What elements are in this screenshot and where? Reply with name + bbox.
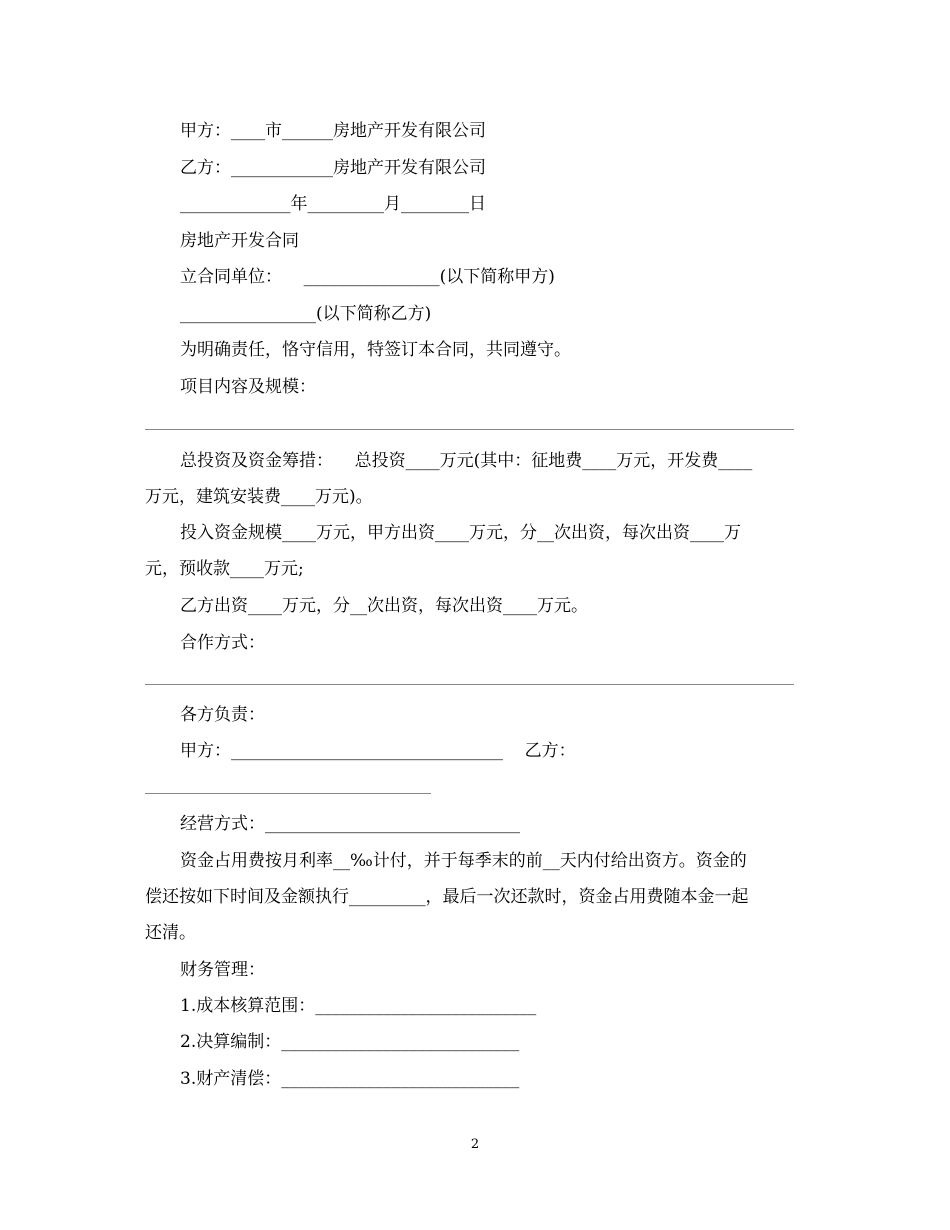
- project-heading: 项目内容及规模：: [180, 377, 316, 397]
- finance-item-3: 3.财产清偿：____________________________: [180, 1069, 520, 1089]
- fee-line-1: 资金占用费按月利率__‰计付，并于每季末的前__天内付给出资方。资金的: [180, 851, 747, 871]
- cooperation-blank-line: [145, 684, 794, 685]
- date-line: _____________年_________月________日: [180, 194, 486, 214]
- scale-line-2: 元，预收款____万元;: [145, 559, 304, 579]
- investment-line-2: 万元，建筑安装费____万元)。: [145, 487, 373, 507]
- fee-line-2: 偿还按如下时间及金额执行_________，最后一次还款时，资金占用费随本金一起: [145, 887, 749, 907]
- party-b-invest-line: 乙方出资____万元，分__次出资，每次出资____万元。: [180, 596, 588, 616]
- party-b-blank-line: [145, 793, 431, 794]
- page-number: 2: [470, 1137, 480, 1152]
- finance-heading: 财务管理：: [180, 960, 265, 980]
- scale-line-1: 投入资金规模____万元，甲方出资____万元，分__次出资，每次出资____万: [180, 523, 741, 543]
- party-b-abbr-line: ________________(以下简称乙方): [180, 304, 432, 324]
- finance-item-2: 2.决算编制：____________________________: [180, 1032, 520, 1052]
- finance-item-1: 1.成本核算范围：__________________________: [180, 996, 537, 1016]
- project-blank-line: [145, 429, 794, 430]
- investment-line-1: 总投资及资金筹措： 总投资____万元(其中：征地费____万元，开发费____: [180, 451, 753, 471]
- party-b-line: 乙方：____________房地产开发有限公司: [180, 158, 486, 178]
- cooperation-heading: 合作方式：: [180, 633, 265, 653]
- operation-line: 经营方式：______________________________: [180, 814, 520, 834]
- party-a-line: 甲方：____市______房地产开发有限公司: [180, 121, 486, 141]
- fee-line-3: 还清。: [145, 923, 196, 943]
- signing-unit-line: 立合同单位： ________________(以下简称甲方): [180, 267, 555, 287]
- responsibility-line: 甲方：________________________________ 乙方：: [180, 741, 576, 761]
- preamble: 为明确责任，恪守信用，特签订本合同，共同遵守。: [180, 340, 571, 360]
- responsibility-heading: 各方负责：: [180, 705, 265, 725]
- contract-title: 房地产开发合同: [180, 231, 299, 251]
